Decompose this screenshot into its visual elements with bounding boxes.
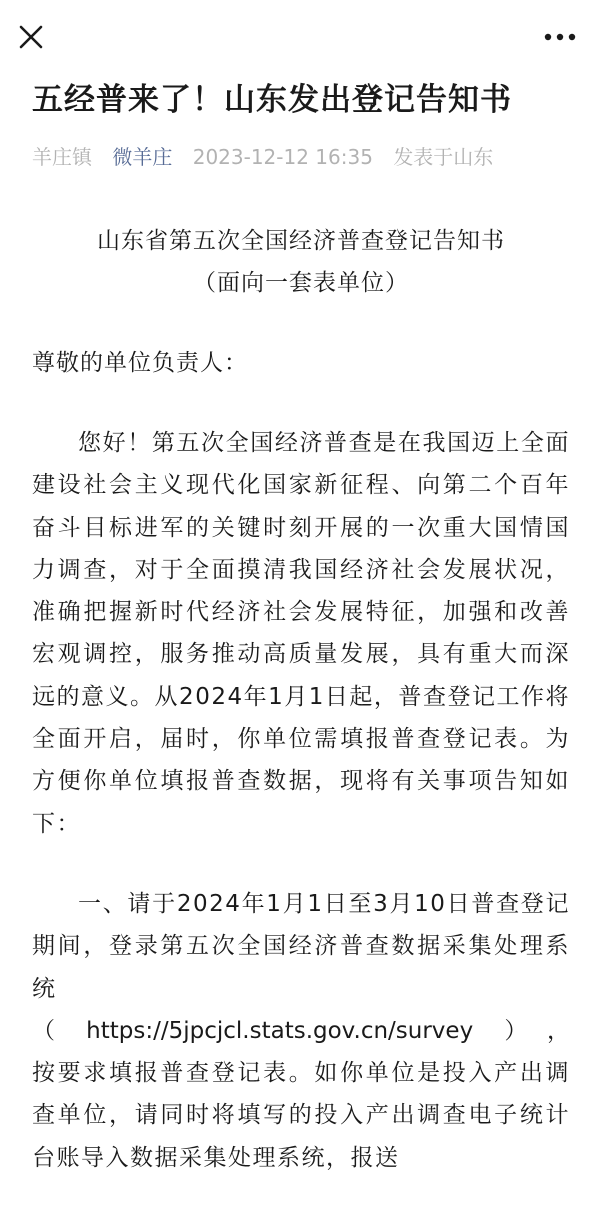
paragraph-item-1 bbox=[32, 883, 570, 1179]
article-title: 五经普来了！山东发出登记告知书 bbox=[32, 82, 512, 118]
notice-heading: 山东省第五次全国经济普查登记告知书 bbox=[97, 228, 505, 254]
close-icon[interactable] bbox=[14, 20, 48, 54]
greeting: 尊敬的单位负责人： bbox=[32, 350, 248, 376]
paragraph-intro: 您好！第五次全国经济普查是在我国迈上全面建设社会主义现代化国家新征程、向第二个百年奋斗目标进军的关键时刻开展的一次重大国情国力调查，对于全面摸清我国经济社会发展状况，准确把握新时代经济社会发展特征，加强和改善宏观调控，服务推动高质量发展，具有重大而深远的意义。从2024年1月1日起，普查登记工作将全面开启，届时，你单位需填报普查登记表。为方便你单位填报普查数据，现将有关事项告知如下： bbox=[32, 430, 570, 837]
paragraph-item-1-end: 按要求填报普查登记表。如你单位是投入产出调查单位，请同时将填写的投入产出调查电子统计台账导入数据采集处理系统，报送 bbox=[32, 1060, 570, 1171]
article-meta bbox=[32, 141, 493, 173]
paragraph-item-1-start: 一、请于2024年1月1日至3月10日普查登记期间，登录第五次全国经济普查数据采集处理系统 bbox=[32, 890, 570, 1002]
publish-location: 发表于山东 bbox=[393, 145, 494, 169]
top-navigation-bar bbox=[0, 0, 600, 74]
survey-system-url: （https://5jpcjcl.stats.gov.cn/survey）， bbox=[32, 1017, 570, 1044]
account-name-link[interactable]: 微羊庄 bbox=[112, 145, 173, 169]
article-body bbox=[32, 220, 570, 1179]
notice-subheading: （面向一套表单位） bbox=[193, 270, 409, 296]
author-name: 羊庄镇 bbox=[32, 145, 92, 169]
more-dots-icon[interactable] bbox=[542, 26, 578, 48]
publish-datetime: 2023-12-12 16:35 bbox=[192, 145, 373, 169]
